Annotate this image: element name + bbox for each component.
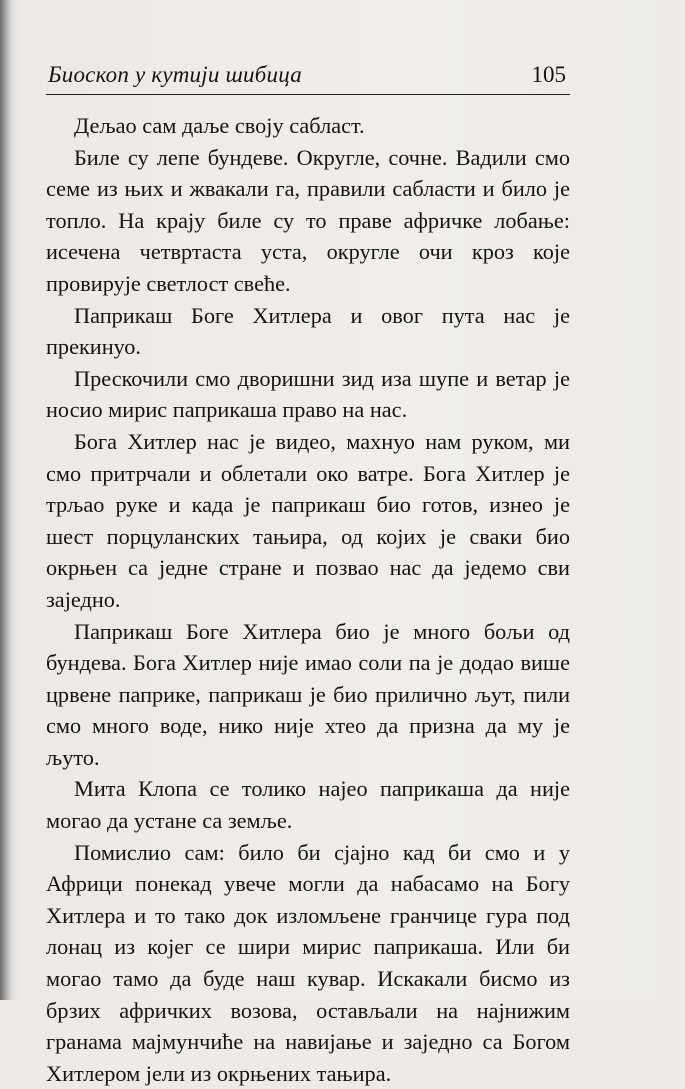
paragraph: Паприкаш Боге Хитлера био је много бољи од бундева. Бога Хитлер није имао соли па је додао више црвене паприке, паприкаш је био прилично љут, пили смо много воде, нико није хтео да призна да му је љуто. (46, 618, 570, 770)
page-number: 105 (531, 62, 566, 87)
paragraph: Биле су лепе бундеве. Округле, сочне. Вадили смо семе из њих и жвакали га, правили сабласти и било је топло. На крају биле су то праве афричке лобање: исечена четвртаста уста, округле очи кроз које провирује светлост свеће. (46, 144, 570, 296)
paragraph: Бога Хитлер нас је видео, махнуо нам руком, ми смо притрчали и облетали око ватре. Бога Хитлер је трљао руке и када је паприкаш био готов, изнео је шест порцуланских тањира, од којих је сваки био окрњен са једне стране и позвао нас да једемо сви заједно. (46, 428, 570, 612)
paragraph: Паприкаш Боге Хитлера и овог пута нас је прекинуо. (46, 302, 570, 360)
paragraph: Мита Клопа се толико најео паприкаша да није могао да устане са земље. (46, 776, 570, 834)
body-text (46, 110, 570, 1089)
paragraph: Прескочили смо дворишни зид иза шупе и ветар је носио мирис паприкаша право на нас. (46, 365, 570, 423)
spine-shadow (0, 0, 14, 1000)
paragraph: Дељао сам даље своју сабласт. (74, 113, 365, 138)
running-header (46, 58, 570, 95)
running-header-title: Биоскоп у кутији шибица (48, 62, 302, 87)
paragraph: Помислио сам: било би сјајно кад би смо и у Африци понекад увече могли да набасамо на Богу Хитлера и то тако док изломљене гранчице гура под лонац из којег се шири мирис паприкаша. Или би могао тамо да буде наш кувар. Искакали бисмо из брзих афричких возова, остављали на најнижим гранама мајмунчиће на навијање и заједно са Богом Хитлером јели из окрњених тањира. (46, 839, 570, 1086)
